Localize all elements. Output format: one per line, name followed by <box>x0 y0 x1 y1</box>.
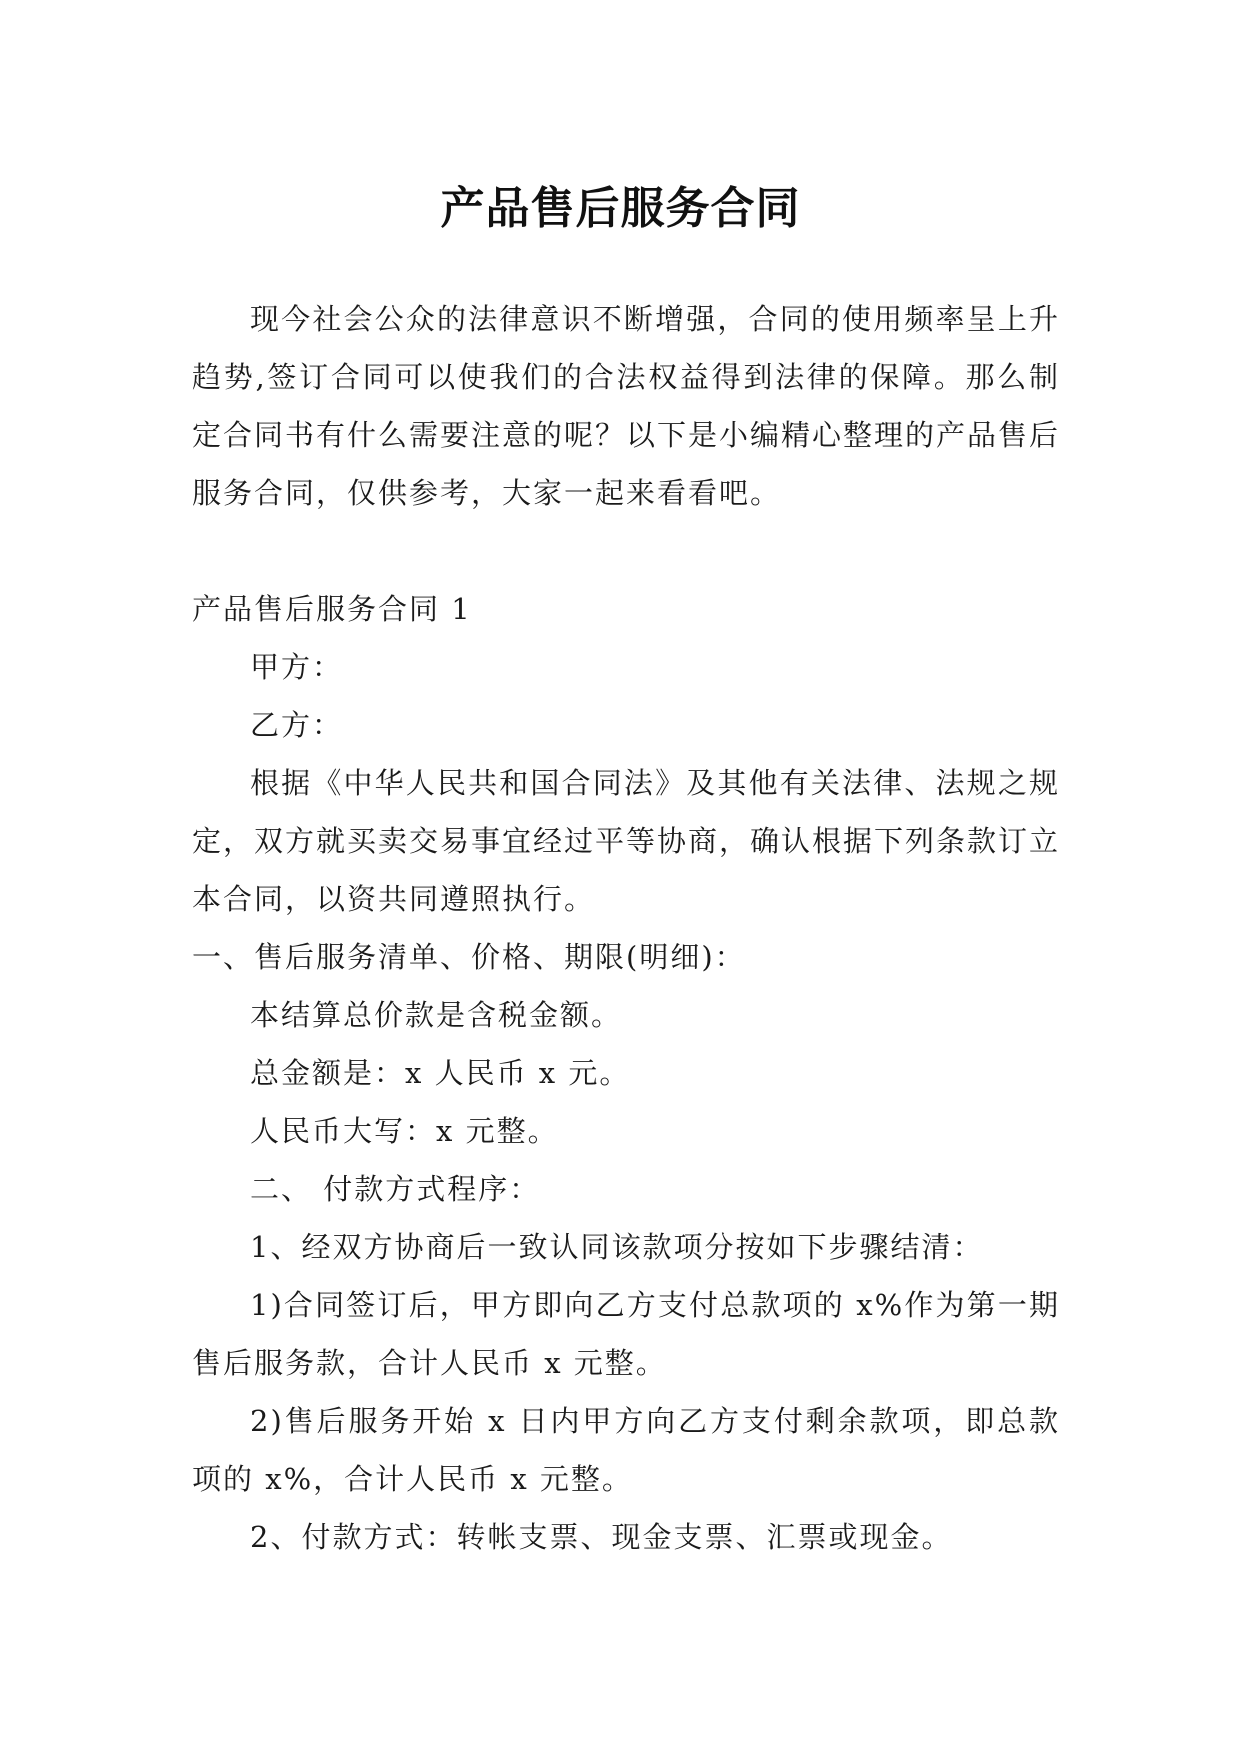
tax-note-line: 本结算总价款是含税金额。 <box>250 998 623 1032</box>
payment-step-1-2: 2)售后服务开始 x 日内甲方向乙方支付剩余款项，即总款项的 x%，合计人民币 x 元整。 <box>192 1404 1060 1496</box>
party-b-line: 乙方： <box>250 708 344 742</box>
clause1-heading: 一、售后服务清单、价格、期限(明细)： <box>192 940 746 974</box>
basis-paragraph: 根据《中华人民共和国合同法》及其他有关法律、法规之规定，双方就买卖交易事宜经过平等协商，确认根据下列条款订立本合同，以资共同遵照执行。 <box>192 766 1061 916</box>
amount-in-words-line: 人民币大写：x 元整。 <box>250 1114 559 1148</box>
party-a-line: 甲方： <box>250 650 344 684</box>
clause2-heading: 二、 付款方式程序： <box>250 1172 541 1206</box>
document-body <box>192 290 1060 1566</box>
total-amount-line: 总金额是：x 人民币 x 元。 <box>250 1056 631 1090</box>
payment-step-1-1: 1)合同签订后，甲方即向乙方支付总款项的 x%作为第一期售后服务款，合计人民币 x 元整。 <box>192 1288 1060 1380</box>
paragraph-gap <box>192 522 1060 580</box>
intro-paragraph: 现今社会公众的法律意识不断增强，合同的使用频率呈上升趋势,签订合同可以使我们的合法权益得到法律的保障。那么制定合同书有什么需要注意的呢？以下是小编精心整理的产品售后服务合同，仅供参考，大家一起来看看吧。 <box>192 302 1061 510</box>
payment-step-1: 1、经双方协商后一致认同该款项分按如下步骤结清： <box>250 1230 984 1264</box>
document-title: 产品售后服务合同 <box>440 183 801 235</box>
section-heading: 产品售后服务合同 1 <box>192 592 472 626</box>
payment-method-line: 2、付款方式：转帐支票、现金支票、汇票或现金。 <box>250 1520 953 1554</box>
